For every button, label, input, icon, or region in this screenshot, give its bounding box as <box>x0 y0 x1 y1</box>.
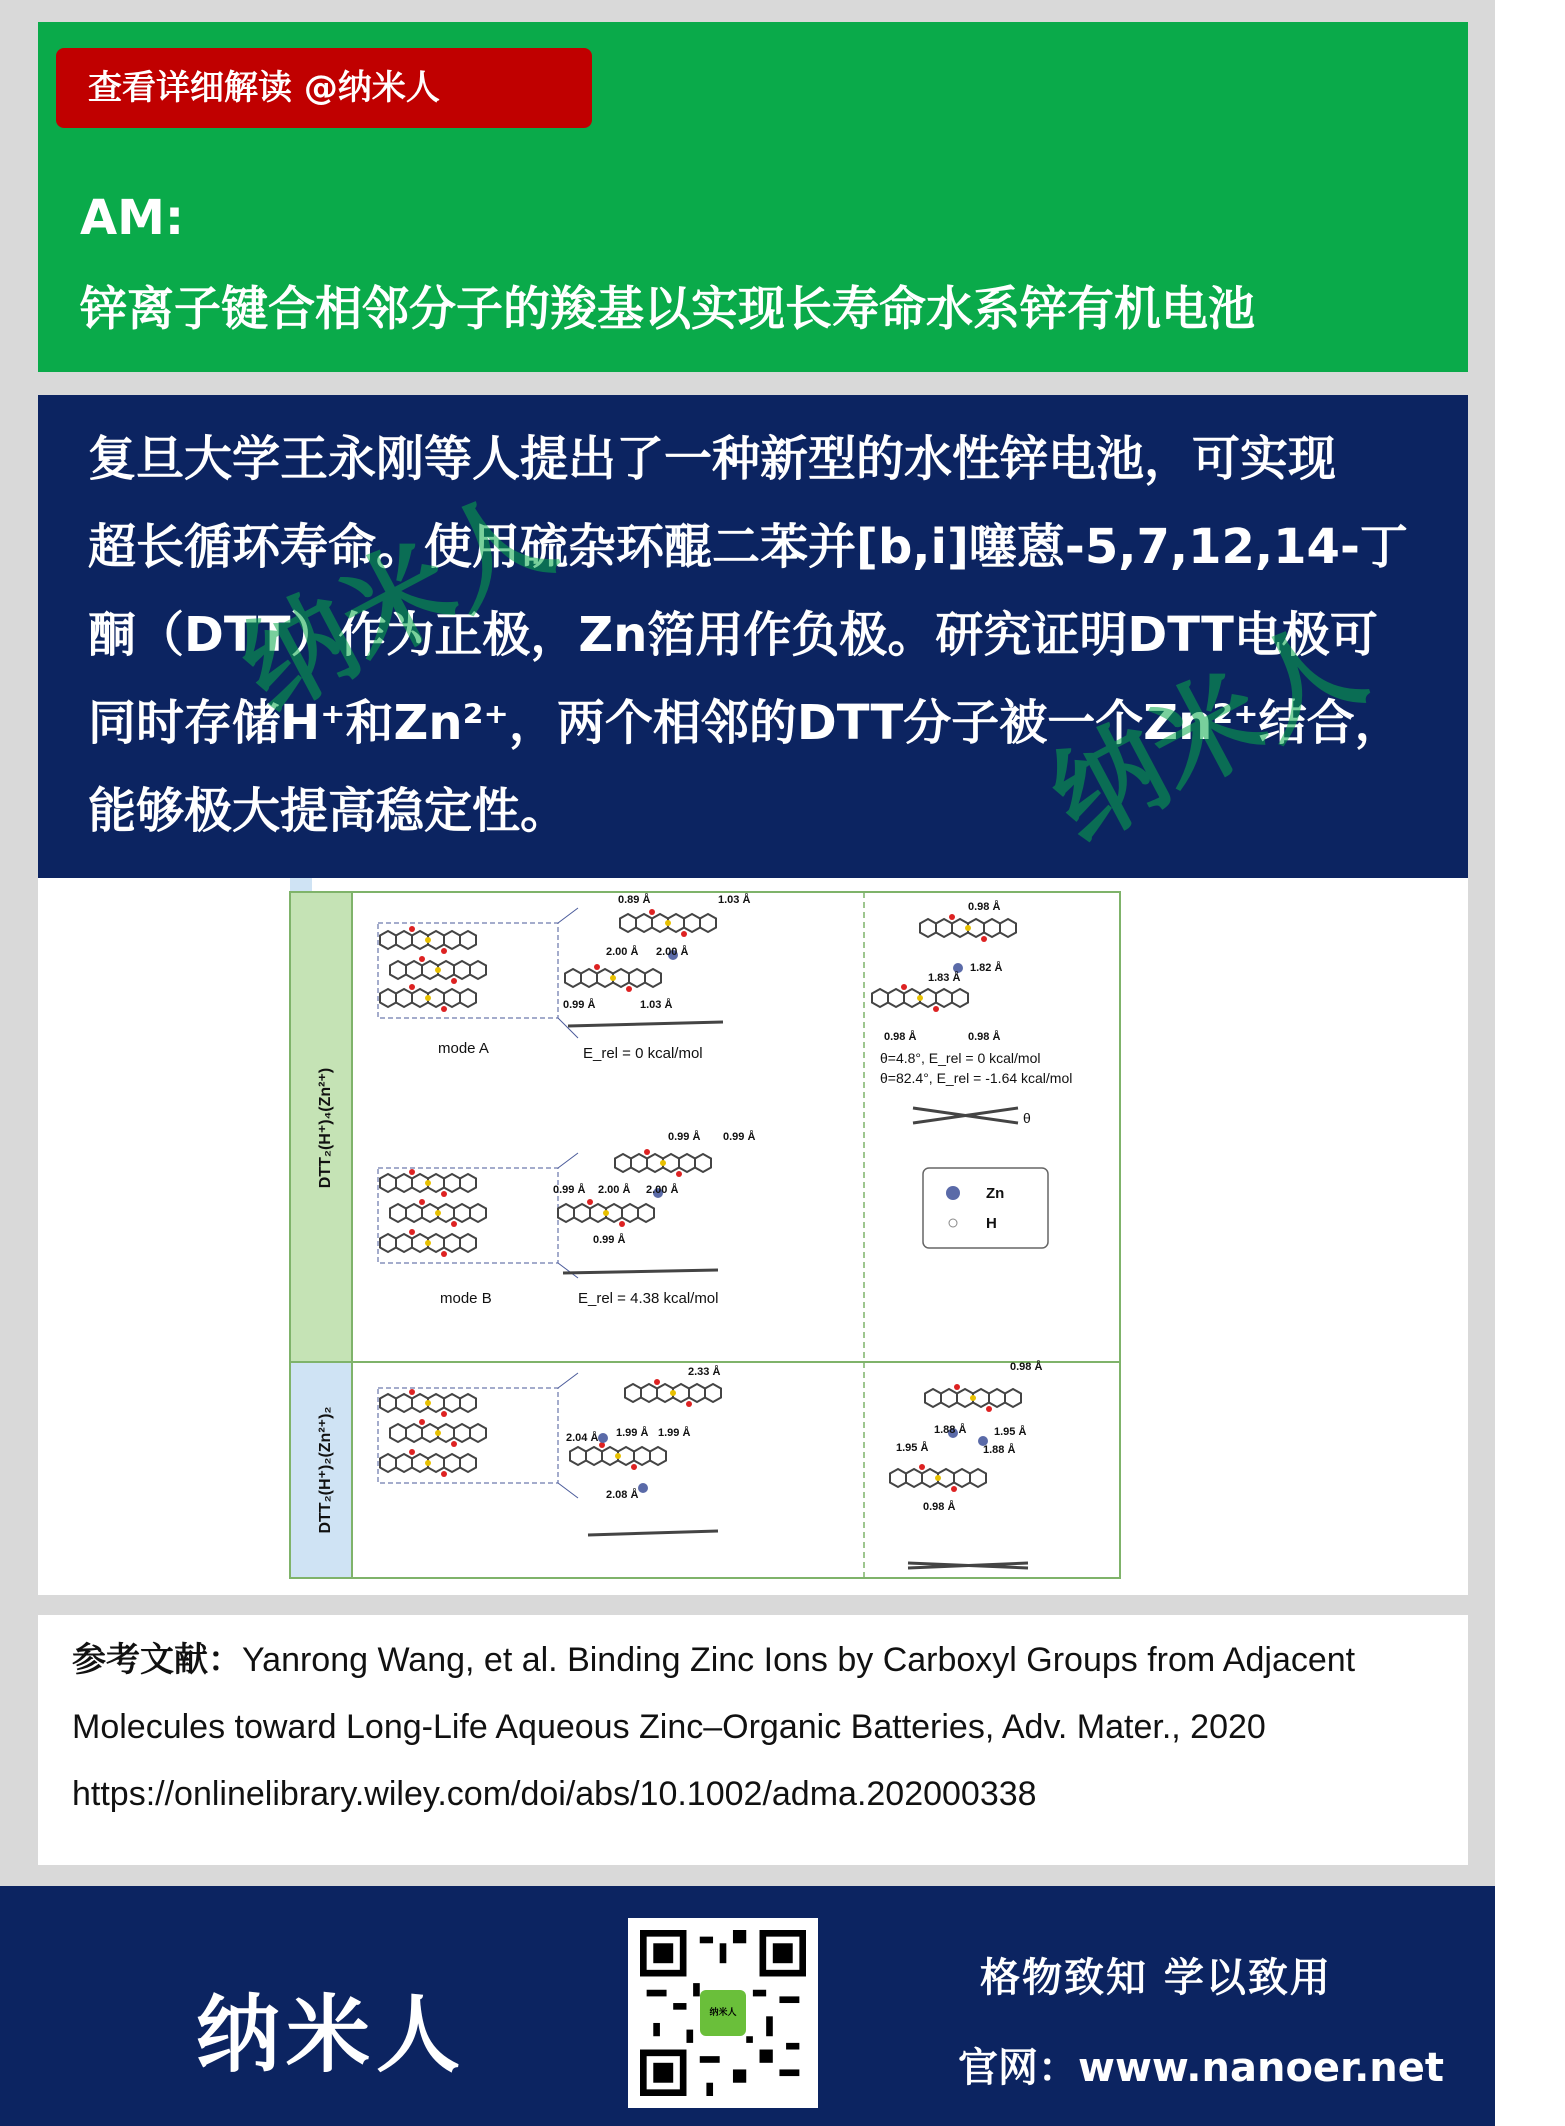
svg-text:0.98 Å: 0.98 Å <box>968 901 1001 913</box>
svg-text:2.00 Å: 2.00 Å <box>656 946 689 958</box>
mode-b-dimer <box>558 1149 718 1273</box>
rotated-dimer <box>872 914 1018 1123</box>
svg-text:0.99 Å: 0.99 Å <box>553 1184 586 1196</box>
svg-text:0.99 Å: 0.99 Å <box>723 1131 756 1143</box>
svg-text:1.03 Å: 1.03 Å <box>640 999 673 1011</box>
read-more-tag[interactable]: 查看详细解读 @纳米人 <box>56 48 592 128</box>
erel-a: E_rel = 0 kcal/mol <box>583 1045 703 1062</box>
row2-dimer <box>570 1379 721 1535</box>
svg-text:1.82 Å: 1.82 Å <box>970 962 1003 974</box>
svg-text:0.99 Å: 0.99 Å <box>593 1234 626 1246</box>
header-banner <box>38 22 1468 372</box>
slogan: 格物致知 学以致用 <box>980 1955 1332 2001</box>
svg-text:0.98 Å: 0.98 Å <box>884 1031 917 1043</box>
svg-text:1.88 Å: 1.88 Å <box>983 1444 1016 1456</box>
summary-panel <box>38 395 1468 878</box>
erel-b: E_rel = 4.38 kcal/mol <box>578 1290 719 1307</box>
svg-text:0.98 Å: 0.98 Å <box>1010 1361 1043 1373</box>
dft-structure-figure <box>248 878 1128 1583</box>
row1-label: DTT₂(H⁺)₄(Zn²⁺) <box>317 1067 334 1189</box>
svg-text:0.99 Å: 0.99 Å <box>563 999 596 1011</box>
svg-text:0.98 Å: 0.98 Å <box>968 1031 1001 1043</box>
svg-text:2.08 Å: 2.08 Å <box>606 1489 639 1501</box>
figure-panel <box>38 878 1468 1595</box>
website-link[interactable]: 官网：www.nanoer.net <box>958 2045 1444 2091</box>
brand-logo: 纳米人 <box>196 1986 467 2084</box>
watermark-logo: 纳米人 <box>1031 597 1383 866</box>
svg-text:1.83 Å: 1.83 Å <box>928 972 961 984</box>
svg-text:1.03 Å: 1.03 Å <box>718 894 751 906</box>
figure-top-stub <box>290 878 312 892</box>
legend-box <box>923 1168 1048 1248</box>
reference-url[interactable]: https://onlinelibrary.wiley.com/doi/abs/10.1002/adma.202000338 <box>72 1775 1037 1813</box>
svg-text:1.99 Å: 1.99 Å <box>658 1427 691 1439</box>
reference-panel <box>38 1615 1468 1865</box>
svg-text:2.33 Å: 2.33 Å <box>688 1366 721 1378</box>
qr-logo: 纳米人 <box>700 1990 746 2036</box>
reference-label: 参考文献： <box>72 1640 242 1680</box>
mode-b-crystal <box>378 1153 578 1278</box>
footer-bar <box>0 1886 1495 2126</box>
svg-text:0.98 Å: 0.98 Å <box>923 1501 956 1513</box>
svg-text:1.95 Å: 1.95 Å <box>896 1442 929 1454</box>
right-margin <box>1495 0 1565 2126</box>
theta-symbol: θ <box>1023 1110 1031 1126</box>
summary-text: 复旦大学王永刚等人提出了一种新型的水性锌电池，可实现 超长循环寿命。使用硫杂环醌二苯并[b,i]噻蒽-5,7,12,14-丁 酮（DTT）作为正极，Zn箔用作负极。研究证明DTT电极可 同时存储H⁺和Zn²⁺，两个相邻的DTT分子被一个Zn²⁺结合， 能够极大提高稳定性。 <box>88 431 1408 839</box>
svg-text:0.99 Å: 0.99 Å <box>668 1131 701 1143</box>
mode-a-label: mode A <box>438 1040 489 1057</box>
svg-text:1.99 Å: 1.99 Å <box>616 1427 649 1439</box>
svg-text:0.89 Å: 0.89 Å <box>618 894 651 906</box>
row2-crystal <box>378 1373 578 1498</box>
row2-rotated <box>890 1384 1028 1568</box>
mode-a-crystal <box>378 908 578 1038</box>
svg-text:1.88 Å: 1.88 Å <box>934 1424 967 1436</box>
svg-text:2.00 Å: 2.00 Å <box>646 1184 679 1196</box>
watermark-logo: 纳米人 <box>221 467 573 736</box>
reference-text <box>72 1627 1452 1828</box>
reference-citation: Yanrong Wang, et al. Binding Zinc Ions by Carboxyl Groups from Adjacent Molecules toward Long-Life Aqueous Zinc–Organic Batteries, Adv. Mater., 2020 <box>72 1641 1356 1746</box>
theta-energy-2: θ=82.4°, E_rel = -1.64 kcal/mol <box>880 1070 1073 1086</box>
journal-label: AM: <box>80 190 185 246</box>
svg-text:2.04 Å: 2.04 Å <box>566 1432 599 1444</box>
svg-text:1.95 Å: 1.95 Å <box>994 1426 1027 1438</box>
svg-text:2.00 Å: 2.00 Å <box>606 946 639 958</box>
qr-code <box>628 1918 818 2108</box>
theta-energy-1: θ=4.8°, E_rel = 0 kcal/mol <box>880 1050 1041 1066</box>
svg-text:2.00 Å: 2.00 Å <box>598 1184 631 1196</box>
mode-b-label: mode B <box>440 1290 492 1307</box>
legend-zn: Zn <box>986 1185 1005 1202</box>
article-title: 锌离子键合相邻分子的羧基以实现长寿命水系锌有机电池 <box>80 282 1255 337</box>
row2-label: DTT₂(H⁺)₂(Zn²⁺)₂ <box>317 1406 334 1534</box>
legend-h: H <box>986 1215 997 1232</box>
